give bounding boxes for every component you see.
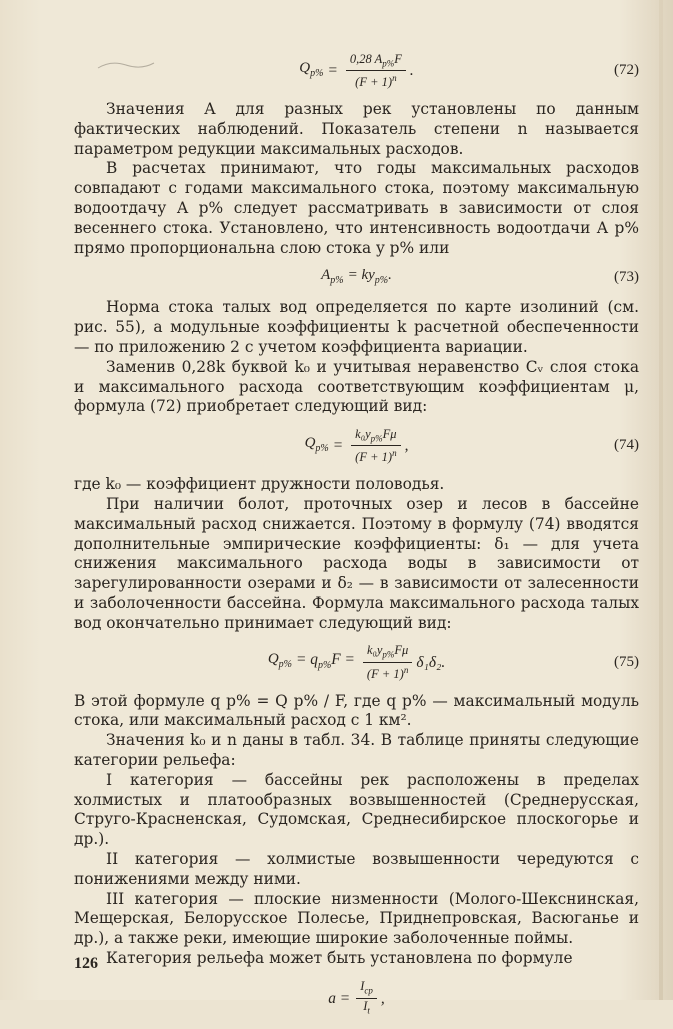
formula-lhs: a = (328, 989, 351, 1007)
formula-mid: = $q_{p\%}F$ = (296, 650, 355, 671)
numerator: $k_0y_{p\%}F\mu$ (351, 427, 400, 447)
denominator: $(F + 1)^n$ (366, 664, 409, 681)
formula-lhs: $Q_{p\%}$ (304, 434, 329, 454)
page-content (74, 48, 639, 1029)
formula-lhs: $A_{p\%}$ (321, 266, 344, 286)
denominator: $I_t$ (363, 998, 370, 1016)
numerator: $k_0y_{p\%}F\mu$ (363, 643, 412, 663)
paragraph: Значения A для разных рек установлены по данным фактических наблюдений. Показатель степени n называется параметром редукции максимальных расходов. (74, 100, 639, 158)
paragraph: III категория — плоские низменности (Молого-Шекснинская, Мещерская, Белорусское Полесье, Приднепровская, Васюганье и др.), а также реки, имеющие широкие заболоченные поймы. (74, 889, 639, 948)
paragraph: I категория — бассейны рек расположены в пределах холмистых и платообразных возвышенностей (Среднерусская, Стругo-Красненская, Судомская, Среднесибирское плоскогорье и др.). (74, 770, 639, 849)
denominator: $(F + 1)^n$ (355, 73, 397, 90)
formula-lhs: $Q_{p\%}$ (299, 59, 324, 79)
equals-sign: = (332, 437, 344, 455)
paragraph: Норма стока талых вод определяется по карте изолиний (см. рис. 55), а модульные коэффициенты k расчетной обеспеченности — по приложению 2 с учетом коэффициента вариации. (74, 298, 639, 356)
formula-75 (74, 640, 639, 686)
paragraph: II категория — холмистые возвышенности чередуются с понижениями между ними. (74, 849, 639, 888)
equation-number: (72) (614, 62, 639, 79)
paragraph: При наличии болот, проточных озер и лесов в бассейне максимальный расход снижается. Поэтому в формулу (74) вводятся дополнительные эмпирические коэффициенты: δ₁ — для учета снижения максимального расхода воды в зависимости от зарегулированности озерами и δ₂ — в зависимости от залесенности и заболоченности бассейна. Формула максимального расхода талых вод окончательно принимает следующий вид: (74, 494, 639, 632)
page-number: 126 (74, 955, 98, 972)
formula-lhs: $Q_{p\%}$ (267, 651, 292, 671)
numerator: $I_{ср}$ (356, 979, 377, 999)
paragraph: Заменив 0,28k буквой k₀ и учитывая неравенство Cᵥ слоя стока и максимального расхода соответствующим коэффициентам μ, формула (72) приобретает следующий вид: (74, 357, 639, 416)
formula-73 (74, 264, 639, 292)
formula-tail: , (404, 437, 409, 455)
numerator: 0,28 $A_{p\%}F$ (346, 52, 406, 72)
fraction (356, 979, 377, 1018)
paragraph: Значения k₀ и n даны в табл. 34. В таблице приняты следующие категории рельефа: (74, 731, 639, 769)
formula-74 (74, 423, 639, 469)
equals-sign: = (327, 62, 338, 80)
fraction (363, 643, 412, 682)
formula-rhs: = $ky_{p\%}$. (347, 266, 392, 286)
paragraph: где k₀ — коэффициент дружности половодья. (74, 475, 445, 494)
paragraph: В расчетах принимают, что годы максимальных расходов совпадают с годами максимального стока, поэтому максимальную водоотдачу A p% следует рассматривать в зависимости от слоя весеннего стока. Установлено, что интенсивность водоотдачи A p% прямо пропорциональна слою стока y p% или (74, 159, 639, 257)
paragraph: Категория рельефа может быть установлена по формуле (106, 948, 573, 967)
formula-a (74, 975, 639, 1023)
fraction (351, 427, 400, 466)
equation-number: (75) (614, 653, 639, 670)
equation-number: (74) (614, 437, 639, 454)
page-edge-shadow (659, 0, 663, 1000)
paragraph: В этой формуле q p% = Q p% / F, где q p% — максимальный модуль стока, или максимальный расход с 1 км². (74, 691, 639, 730)
fraction (346, 52, 406, 91)
equation-number: (73) (614, 269, 639, 286)
formula-tail: , (380, 989, 385, 1007)
formula-72 (74, 48, 639, 94)
denominator: $(F + 1)^n$ (355, 448, 397, 465)
formula-tail: δ₁δ₂. (416, 653, 446, 671)
formula-tail: . (409, 62, 414, 80)
